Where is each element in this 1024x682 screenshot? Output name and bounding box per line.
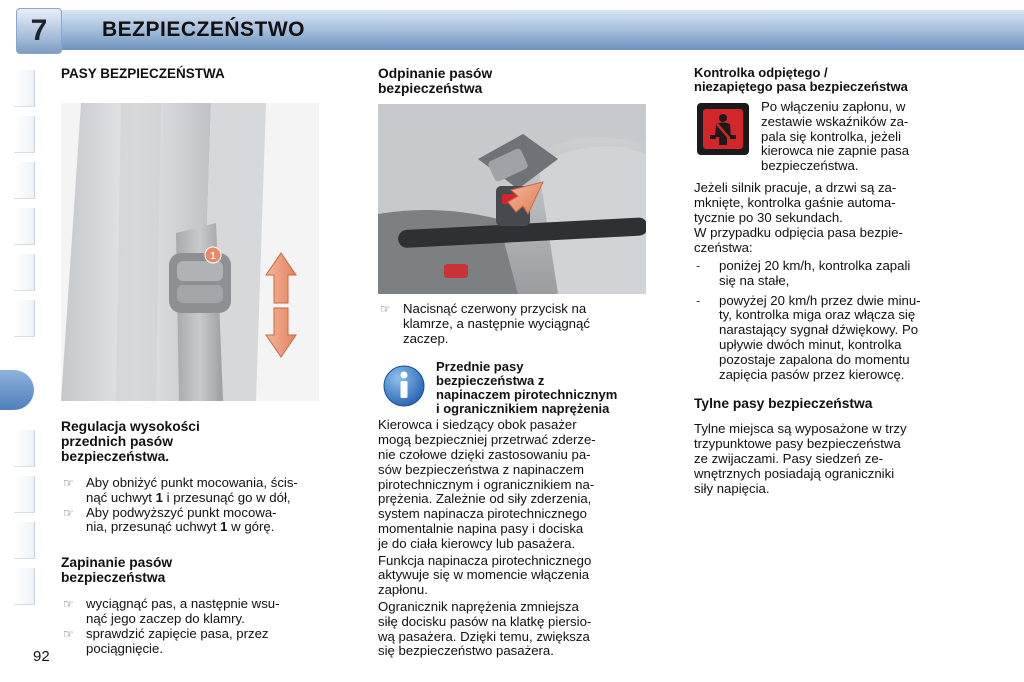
info-box-title: Przednie pasy bezpieczeństwa z napinaczem pirotechnicznym i ogranicznikiem naprężenia [436,359,618,417]
column-3 [694,66,962,496]
warning-lamp-text: Po włączeniu zapłonu, w zestawie wskaźników za- pala się kontrolka, jeżeli kierowca nie zapnie pasa bezpieczeństwa. [761,99,910,174]
warning-lamp-box [694,100,962,174]
section-title-fastening: Zapinanie pasów bezpieczeństwa [61,555,173,586]
chapter-tab[interactable] [14,162,35,199]
section-title-height-adjustment: Regulacja wysokości przednich pasów bezpieczeństwa. [61,419,200,464]
rear-belts-paragraph: Tylne miejsca są wyposażone w trzy trzypunktowe pasy bezpieczeństwa ze zwijaczami. Pasy siedzeń ze- wnętrznych posiadają ograniczniki siły napięcia. [694,421,907,496]
info-box [378,360,646,416]
pretensioner-paragraph: Kierowca i siedzący obok pasażer mogą bezpieczniej przetrwać zderze- nie czołowe dzięki zastosowaniu pa- sów bezpieczeństwa z napinaczem pirotechnicznym i ogranicznikiem na- prężenia. Zależnie od siły zderzenia, system napinacza pirotechnicznego momentalnie napina pasy i dociska je do ciała kierowcy lub pasażera. [378,417,596,551]
chapter-tab[interactable] [14,254,35,291]
unfastening-list [378,302,646,346]
chapter-tab[interactable] [14,476,35,513]
activation-paragraph: Funkcja napinacza pirotechnicznego aktywuje się w momencie włączenia zapłonu. [378,552,592,598]
info-icon [382,364,426,408]
list-item: ☞ wyciągnąć pas, a następnie wsu- nąć jego zaczep do klamry. [63,596,280,626]
chapter-tab[interactable] [14,568,35,605]
column-2 [378,66,646,659]
belt-buckle-photo [378,104,646,294]
chapter-tabs [0,70,34,615]
figure-callout-1: 1 [210,251,216,262]
chapter-tab-active[interactable] [0,370,34,410]
chapter-tab[interactable] [14,116,35,153]
belt-height-adjuster-photo [61,103,319,401]
chapter-tab[interactable] [14,522,35,559]
limiter-paragraph: Ogranicznik naprężenia zmniejsza siłę docisku pasów na klatkę piersio- wą pasażera. Dzięki temu, zwiększa się bezpieczeństwo pasażera. [378,598,592,659]
list-item: ☞ Aby obniżyć punkt mocowania, ścis- nąć uchwyt 1 i przesunąć go w dół, [63,475,298,505]
list-item: ☞ Nacisnąć czerwony przycisk na klamrze, a następnie wyciągnąć zaczep. [380,301,590,346]
list-item: ☞ sprawdzić zapięcie pasa, przez pociągnięcie. [63,625,269,656]
speed-conditions-list [694,259,962,382]
page-number: 92 [33,648,50,665]
unfasten-intro-paragraph: W przypadku odpięcia pasa bezpie- czeństwa: [694,225,903,256]
list-item: - powyżej 20 km/h przez dwie minu- ty, kontrolka miga oraz włącza się narastający sygnał dźwiękowy. Po upływie dwóch minut, kontrolka pozostaje zapalona do momentu zapięcia pasów przez kierowcę. [696,292,921,382]
chapter-tab[interactable] [14,70,35,107]
chapter-number: 7 [16,8,62,54]
chapter-tab[interactable] [14,208,35,245]
section-title-seat-belts: PASY BEZPIECZEŃSTWA [61,66,225,81]
height-adjustment-list [61,476,329,535]
hand-pointer-icon: ☞ [380,302,391,316]
fastening-list [61,597,329,656]
column-1 [61,66,329,656]
chapter-title: BEZPIECZEŃSTWO [102,18,306,41]
chapter-tab[interactable] [14,300,35,337]
engine-running-paragraph: Jeżeli silnik pracuje, a drzwi są za- mknięte, kontrolka gaśnie automa- tycznie po 30 sekundach. [694,179,897,225]
seatbelt-warning-icon [697,103,749,155]
section-title-rear-belts: Tylne pasy bezpieczeństwa [694,396,873,412]
hand-pointer-icon: ☞ [63,476,74,490]
hand-pointer-icon: ☞ [63,505,74,520]
hand-pointer-icon: ☞ [63,597,74,612]
list-item: - poniżej 20 km/h, kontrolka zapali się na stałe, [696,257,911,288]
section-title-unfastening: Odpinanie pasów bezpieczeństwa [378,66,493,96]
page-header [0,0,1024,56]
hand-pointer-icon: ☞ [63,626,74,641]
chapter-tab[interactable] [14,430,35,467]
list-item: ☞ Aby podwyższyć punkt mocowa- nia, przesunąć uchwyt 1 w górę. [63,504,277,535]
section-title-warning-lamp: Kontrolka odpiętego / niezapiętego pasa bezpieczeństwa [694,65,908,94]
